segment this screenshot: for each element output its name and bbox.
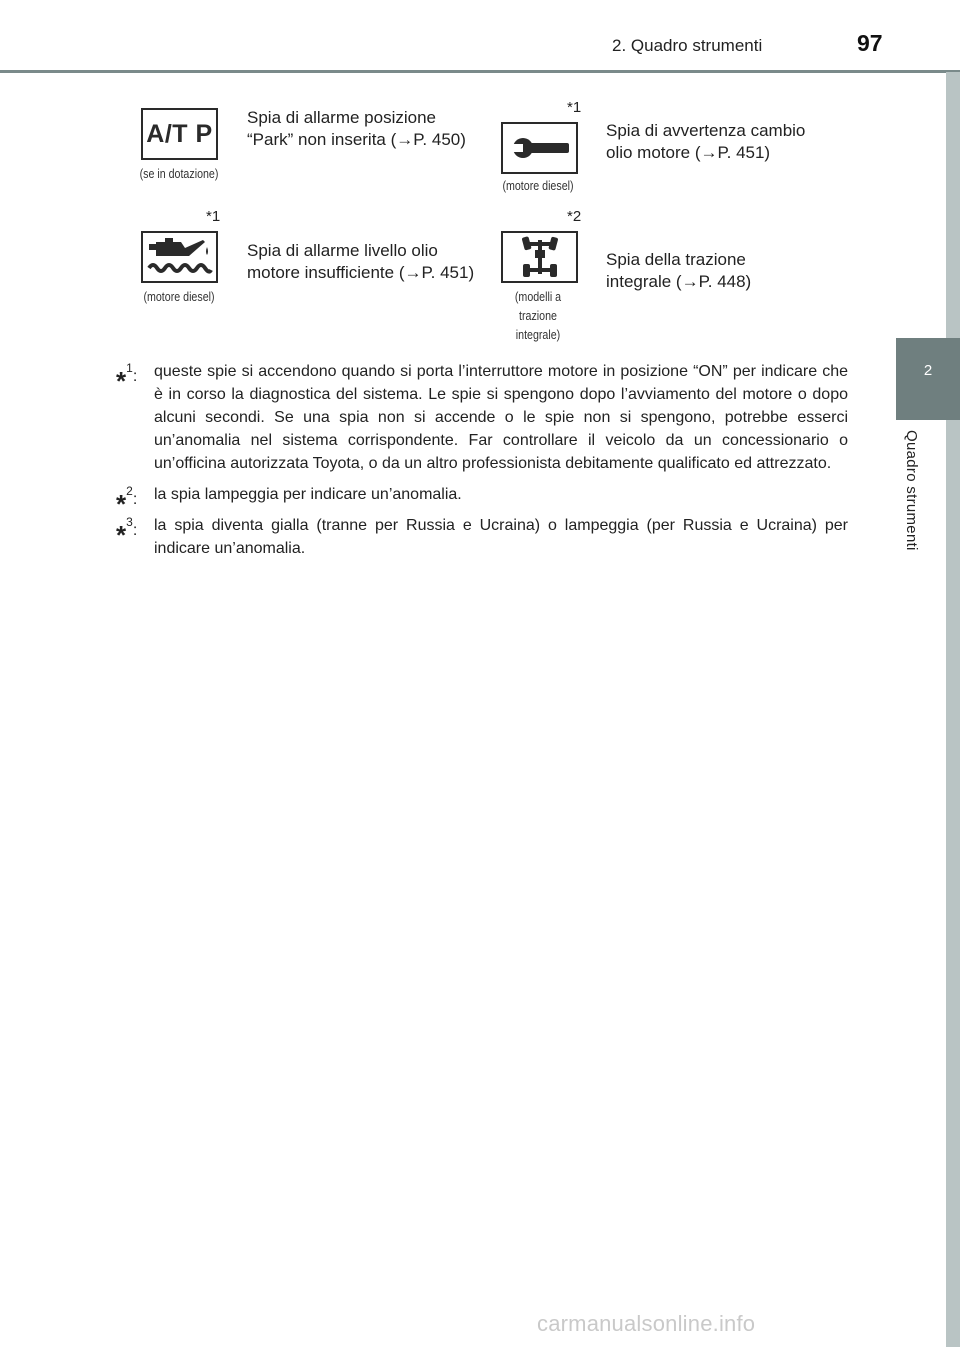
page-number: 97 [857, 30, 883, 56]
header-rule [0, 70, 960, 73]
footnote-marker: *1 [567, 99, 582, 116]
four-wheel-drive-indicator [501, 231, 578, 283]
footnote-text: queste spie si accendono quando si porta l’interruttore motore in posizione “ON” per indicare che è in corso la diagnostica del sistema. Le spie si spengono dopo l’avviamento del motore o dopo alcuni secondi. Se una spia non si accende o le spie non si spengono, potrebbe esserci un’anomalia nel sistema corrispondente. Far controllare il veicolo da un concessionario o un’officina autorizzata Toyota, o da un altro professionista debitamente qualificato ed attrezzato. [154, 363, 848, 472]
footnote-text: la spia lampeggia per indicare un’anomalia. [154, 486, 462, 503]
footnote [116, 360, 848, 475]
four-wheel-drive-icon [520, 234, 560, 280]
at-p-text-icon: A/T P [146, 119, 213, 148]
wrench-icon [510, 132, 570, 164]
icon-caption: (se in dotazione) [139, 166, 219, 181]
icon-caption: (motore diesel) [143, 289, 215, 304]
watermark: carmanualsonline.info [537, 1311, 756, 1336]
footnotes [116, 360, 848, 568]
chapter-tab [896, 338, 960, 420]
oil-can-level-icon [145, 234, 215, 280]
light-description: Spia di avvertenza cambio olio motore (→P. 451) [606, 121, 806, 162]
icon-caption: (modelli a trazione integrale) [514, 289, 562, 342]
footnote-mark: *$^2$: [116, 484, 138, 519]
oil-level-indicator [141, 231, 218, 283]
light-description: Spia di allarme livello olio motore insufficiente (→P. 451) [247, 241, 475, 282]
oil-change-indicator [501, 122, 578, 174]
footnote [116, 483, 848, 519]
section-title: 2. Quadro strumenti [612, 36, 763, 55]
footnote-text: la spia diventa gialla (tranne per Russia e Ucraina) o lampeggia (per Russia e Ucraina) per indicare un’anomalia. [154, 517, 848, 557]
icon-caption: (motore diesel) [502, 178, 574, 193]
footnote-marker: *2 [567, 208, 582, 225]
light-description: Spia di allarme posizione “Park” non inserita (→P. 450) [247, 108, 466, 149]
chapter-label: Quadro strumenti [903, 430, 920, 551]
light-description: Spia della trazione integrale (→P. 448) [606, 250, 752, 291]
chapter-number: 2 [923, 362, 933, 379]
footnote-mark: *$^3$: [116, 515, 138, 550]
footnote-mark: *$^1$: [116, 361, 138, 396]
side-bar [946, 72, 960, 338]
at-p-indicator-icon [141, 108, 218, 160]
footnote [116, 514, 848, 560]
footnote-marker: *1 [206, 208, 221, 225]
side-bar [946, 420, 960, 1347]
